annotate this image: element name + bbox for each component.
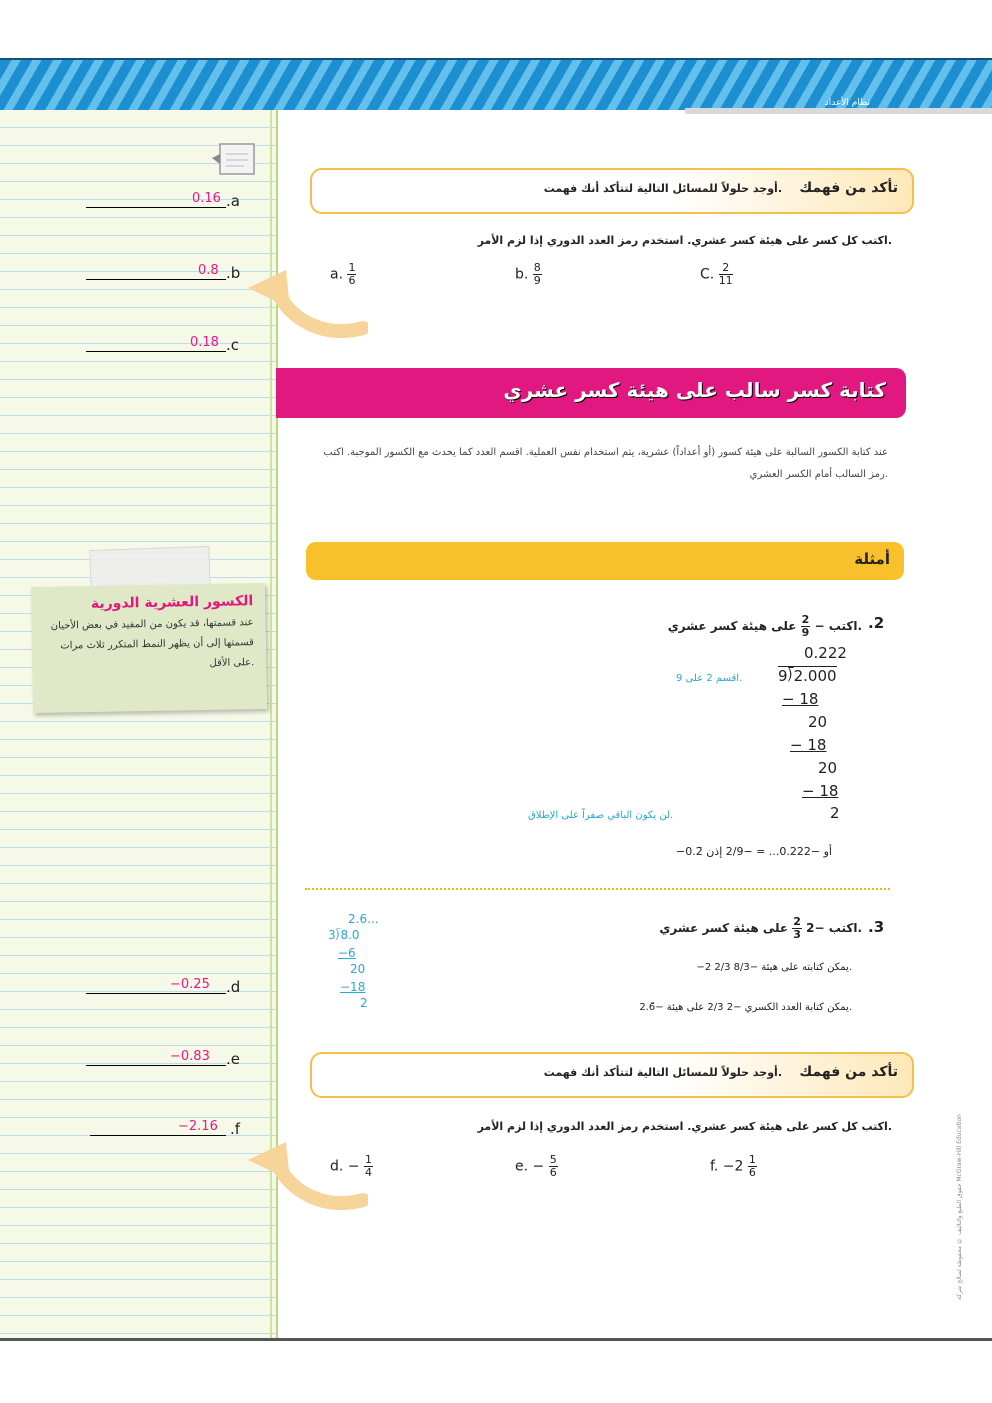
check-title: تأكد من فهمك: [799, 180, 898, 196]
dividend-line: 9⟌2.000: [778, 667, 837, 685]
answer-line: [90, 1135, 226, 1136]
fraction: [364, 1154, 373, 1179]
answer-label: .f: [230, 1120, 241, 1138]
division-step: 20: [818, 759, 838, 777]
section-title-bar: [276, 368, 906, 418]
answer-e: [86, 1044, 246, 1068]
division-step: − 18: [790, 736, 827, 754]
answer-line: [86, 1065, 226, 1066]
answer-line: [86, 279, 226, 280]
tip-body: عند قسمتها، قد يكون من المفيد في بعض الأحيان قسمتها إلى أن يظهر النمط المتكرر ثلاث مرات على الأقل.: [50, 617, 255, 669]
answer-value: −2.16: [178, 1119, 218, 1134]
division-step: − 18: [802, 782, 839, 800]
numerator: 1: [748, 1153, 756, 1166]
example-line: −2 2/3 يمكن كتابته على هيئة −8/3.: [696, 962, 852, 973]
side-step: 2: [360, 996, 368, 1010]
mixed-whole: −2: [806, 921, 825, 935]
examples-bar: [306, 542, 904, 580]
problem-d: [330, 1154, 373, 1179]
fraction: [792, 916, 802, 941]
answer-label: .a: [226, 192, 240, 210]
numerator: 2: [719, 262, 733, 275]
answer-value: 0.18: [190, 335, 219, 350]
problem-c: [700, 262, 733, 287]
check-understanding-box: [310, 1052, 914, 1098]
page-bottom-rule: [0, 1338, 992, 1341]
check-understanding-box: [310, 168, 914, 214]
denominator: 11: [718, 274, 733, 287]
answer-a: [86, 186, 246, 210]
check-instruction: اكتب كل كسر على هيئة كسر عشري. استخدم رمز العدد الدوري إذا لزم الأمر.: [477, 1120, 892, 1133]
answer-label: .c: [226, 336, 240, 354]
divide-note: اقسم 2 على 9.: [676, 673, 743, 684]
header-strip: [685, 108, 992, 114]
division-step: 2: [830, 804, 840, 822]
side-quotient: 2.6...: [348, 912, 379, 926]
prompt-post: على هيئة كسر عشري.: [659, 921, 862, 935]
problem-e: [515, 1154, 558, 1179]
numerator: 2: [793, 915, 801, 928]
problem-label: e. −: [515, 1158, 545, 1175]
side-dividend: 3⟌8.0: [328, 928, 360, 942]
dotted-divider: [305, 888, 890, 890]
answer-label: .d: [226, 978, 241, 996]
section-title: كتابة كسر سالب على هيئة كسر عشري: [503, 378, 886, 402]
numerator: 8: [533, 261, 541, 274]
denominator: 9: [801, 626, 810, 639]
numerator: 2: [801, 613, 810, 626]
chapter-label: نظام الأعداد: [824, 98, 870, 108]
denominator: 9: [533, 274, 541, 287]
answer-b: [86, 258, 246, 282]
result-value: −0.2̄ أو −0.222... = −2/9: [676, 845, 832, 858]
problem-label: a.: [330, 266, 344, 283]
problem-f: [710, 1154, 757, 1179]
fraction: [533, 262, 542, 287]
problem-label: C.: [700, 266, 715, 283]
answer-c: [86, 330, 246, 354]
answer-line: [86, 207, 226, 208]
fraction: [347, 262, 356, 287]
tip-title: الكسور العشرية الدورية: [90, 593, 254, 613]
tip-note: [31, 583, 267, 713]
check-subtitle: أوجد حلولاً للمسائل التالية لتتأكد أنك فهمت.: [543, 1066, 782, 1079]
check-subtitle: أوجد حلولاً للمسائل التالية لتتأكد أنك فهمت.: [543, 182, 782, 195]
example-result: [676, 845, 832, 858]
example-prompt: [659, 916, 862, 941]
result-prefix: إذن: [706, 845, 723, 858]
denominator: 6: [549, 1166, 557, 1179]
side-step: −18: [340, 980, 366, 994]
denominator: 6: [348, 274, 356, 287]
remainder-note: لن يكون الباقي صفراً على الإطلاق.: [528, 810, 674, 821]
answer-f: [90, 1114, 250, 1138]
example-prompt: [668, 614, 862, 639]
division-step: − 18: [782, 690, 819, 708]
denominator: 4: [364, 1166, 372, 1179]
fraction: [549, 1154, 558, 1179]
answer-value: −0.25: [170, 977, 210, 992]
side-step: −6: [338, 946, 356, 960]
numerator: 1: [364, 1153, 372, 1166]
answer-line: [86, 993, 226, 994]
division-step: 20: [808, 713, 828, 731]
answer-line: [86, 351, 226, 352]
fraction: [719, 262, 733, 287]
section-paragraph: عند كتابة الكسور السالبة على هيئة كسور (أو أعداداً) عشرية، يتم استخدام نفس العملية. اقسم العدد كما يحدث مع الكسور الموجبة. اكتب رمز السالب أمام الكسر العشري.: [323, 447, 888, 480]
side-step: 20: [350, 962, 366, 976]
check-instruction: اكتب كل كسر على هيئة كسر عشري. استخدم رمز العدد الدوري إذا لزم الأمر.: [477, 234, 892, 247]
example-number: .3: [868, 918, 885, 936]
fraction: [748, 1154, 757, 1179]
fraction: [801, 614, 811, 639]
denominator: 6: [748, 1166, 756, 1179]
numerator: 5: [549, 1153, 557, 1166]
sticky-note-icon: [210, 142, 258, 178]
frac-sign: −: [814, 619, 825, 633]
header-banner: [0, 58, 992, 110]
problem-a: [330, 262, 356, 287]
notebook-sidebar: [0, 110, 278, 1338]
denominator: 3: [793, 928, 801, 941]
numerator: 1: [348, 261, 356, 274]
prompt-post: على هيئة كسر عشري.: [667, 619, 862, 633]
answer-label: .e: [226, 1050, 240, 1068]
problem-label: f. −2: [710, 1158, 744, 1175]
problem-label: d. −: [330, 1158, 360, 1175]
answer-value: 0.16: [192, 191, 221, 206]
example-number: .2: [868, 614, 885, 632]
example-line: يمكن كتابة العدد الكسري −2 2/3 على هيئة −2.6̄.: [639, 1002, 852, 1013]
quotient: 0.222: [804, 644, 847, 662]
prompt-pre: اكتب: [828, 619, 858, 633]
answer-value: 0.8: [198, 263, 219, 278]
problem-label: b.: [515, 266, 529, 283]
side-credit: حقوق الطبع والتأليف © محفوظة لصالح شركة McGraw-Hill Education: [956, 1114, 963, 1300]
examples-title: أمثلة: [854, 550, 890, 568]
answer-d: [86, 972, 246, 996]
answer-value: −0.83: [170, 1049, 210, 1064]
check-title: تأكد من فهمك: [799, 1064, 898, 1080]
problem-b: [515, 262, 542, 287]
prompt-pre: اكتب: [828, 921, 858, 935]
answer-label: .b: [226, 264, 241, 282]
